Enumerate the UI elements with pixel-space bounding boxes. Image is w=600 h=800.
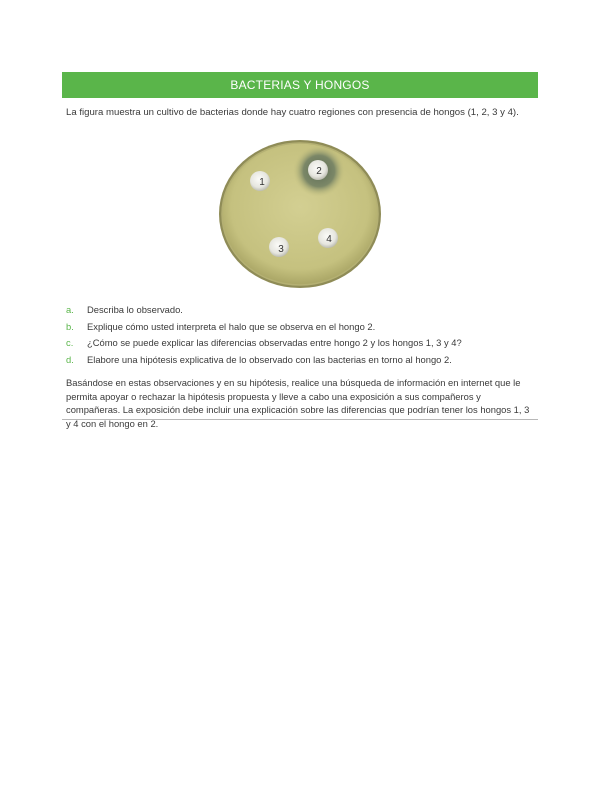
- question-item: [66, 337, 536, 349]
- question-letter: a.: [66, 304, 74, 315]
- section-header: [62, 72, 538, 98]
- question-letter: d.: [66, 353, 74, 365]
- question-list: [66, 304, 536, 370]
- section-title: BACTERIAS Y HONGOS: [230, 78, 370, 92]
- question-item: [66, 321, 536, 333]
- question-text: Elabore una hipótesis explicativa de lo observado con las bacterias en torno al hongo 2.: [87, 353, 452, 365]
- colony-2-label: 2: [316, 166, 322, 177]
- question-item: [66, 354, 536, 366]
- intro-text: La figura muestra un cultivo de bacterias donde hay cuatro regiones con presencia de hongos (1, 2, 3 y 4).: [66, 107, 519, 118]
- colony-4: [318, 228, 338, 248]
- colony-4-label: 4: [326, 234, 332, 245]
- colony-2: [308, 160, 328, 180]
- question-letter: c.: [66, 337, 74, 348]
- question-text: Explique cómo usted interpreta el halo que se observa en el hongo 2.: [87, 320, 376, 332]
- colony-3: [269, 237, 289, 257]
- colony-3-label: 3: [278, 244, 284, 255]
- closing-paragraph: Basándose en estas observaciones y en su hipótesis, realice una búsqueda de información en internet que le permita apoyar o rechazar la hipótesis propuesta y lleve a cabo una exposición a sus compañeros y compañeras. La exposición debe incluir una explicación sobre las diferencias que podrían tener los hongos 1, 3 y 4 con el hongo en 2.: [66, 377, 530, 429]
- section-divider: [62, 419, 538, 420]
- petri-dish-figure: [218, 139, 382, 289]
- petri-dish-illustration: [218, 139, 382, 289]
- question-text: ¿Cómo se puede explicar las diferencias observadas entre hongo 2 y los hongos 1, 3 y 4?: [87, 337, 462, 348]
- colony-1-label: 1: [259, 177, 265, 188]
- question-item: [66, 304, 536, 316]
- question-letter: b.: [66, 320, 74, 332]
- question-text: Describa lo observado.: [87, 304, 183, 315]
- colony-1: [250, 171, 270, 191]
